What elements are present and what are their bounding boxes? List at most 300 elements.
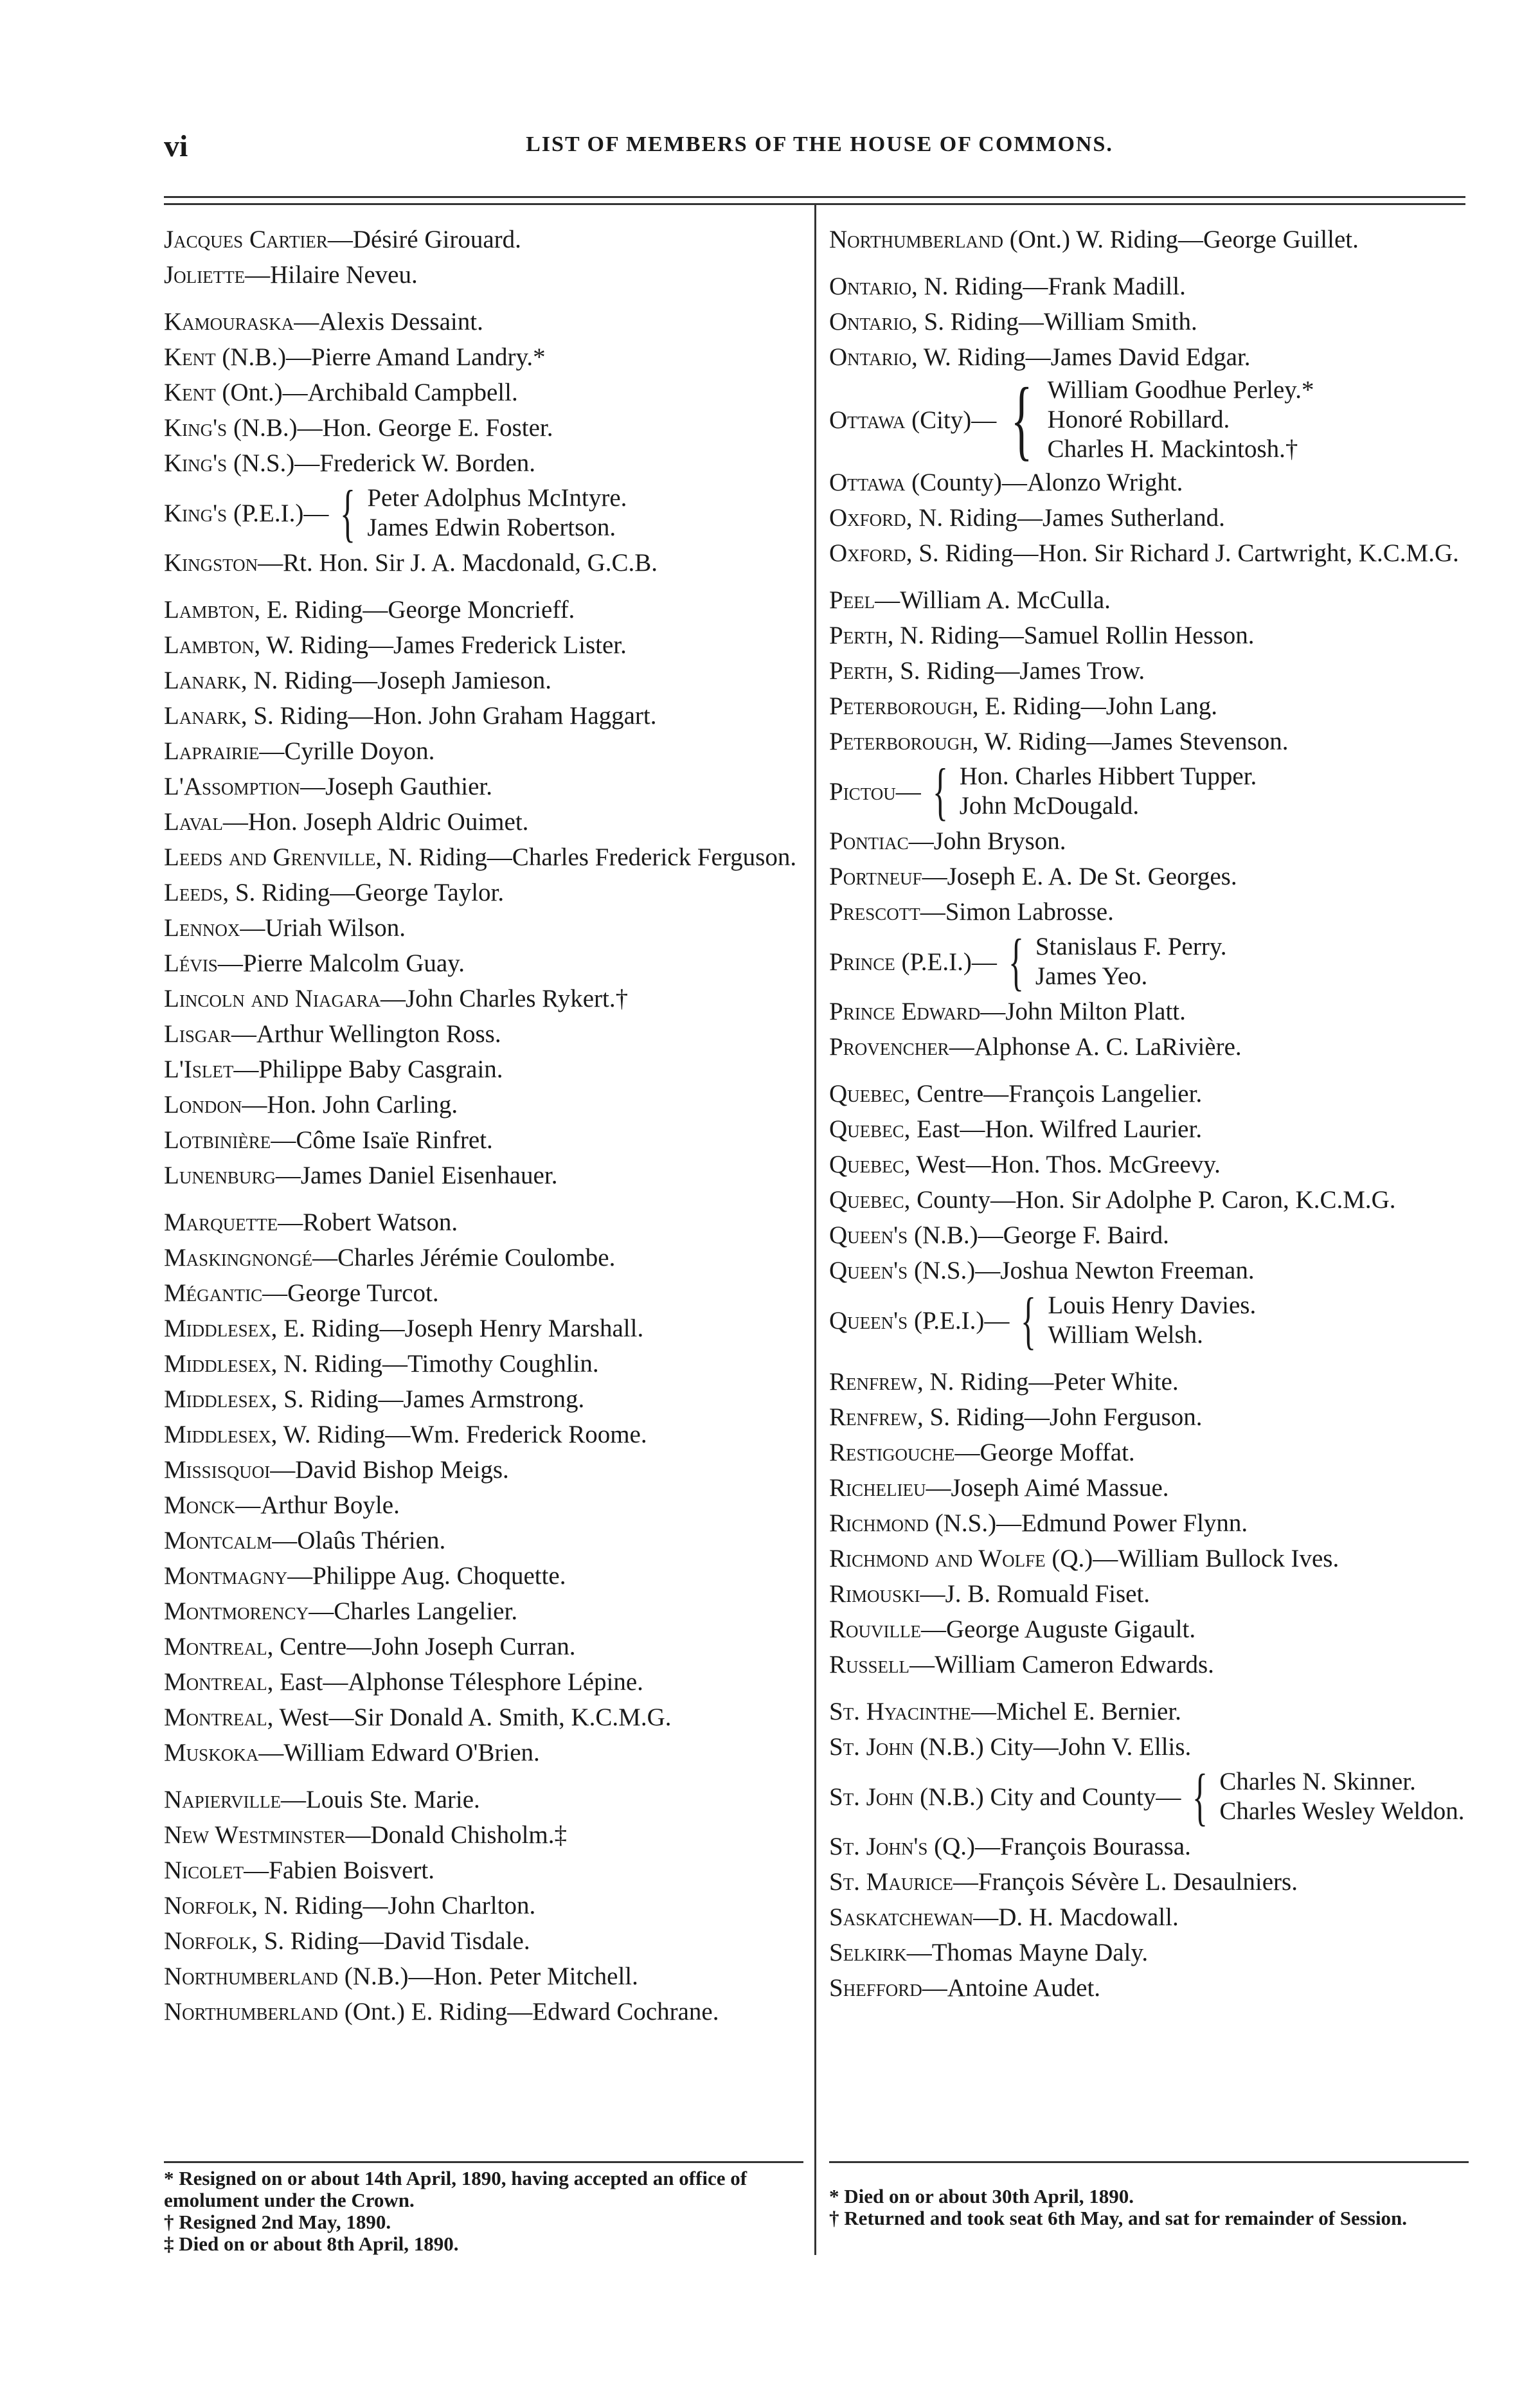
- member-name: Louis Henry Davies.: [1048, 1291, 1257, 1319]
- member-entry: [829, 859, 1465, 894]
- entry-text: —Alphonse A. C. LaRivière.: [949, 1033, 1242, 1061]
- entry-text: —Charles Jérémie Coulombe.: [312, 1244, 616, 1271]
- right-column: [829, 222, 1465, 2017]
- constituency-name: Norfolk: [164, 1927, 252, 1955]
- entry-text: (P.E.I.)—: [227, 499, 329, 527]
- footnote: * Resigned on or about 14th April, 1890, having accepted an office of emolument under the Crown.: [164, 2167, 748, 2211]
- entry-group: [164, 1205, 800, 1770]
- entry-text: , E. Riding—George Moncrieff.: [254, 596, 575, 624]
- constituency-name: Queen's: [829, 1306, 908, 1334]
- entry-text: , N. Riding—Samuel Rollin Hesson.: [887, 622, 1255, 649]
- header-rule: [164, 196, 1465, 198]
- entry-text: —Côme Isaïe Rinfret.: [271, 1126, 493, 1154]
- constituency-name: Peterborough: [829, 692, 972, 720]
- brace-icon: {: [1021, 1284, 1037, 1356]
- entry-text: —Pierre Malcolm Guay.: [217, 949, 465, 977]
- member-name: Charles N. Skinner.: [1219, 1768, 1416, 1795]
- member-entry: [829, 823, 1465, 859]
- constituency-name: Lanark: [164, 702, 241, 730]
- constituency-name: Laprairie: [164, 737, 260, 765]
- constituency-name: Lotbinière: [164, 1126, 271, 1154]
- constituency-name: Montreal: [164, 1703, 267, 1731]
- member-name: Hon. Charles Hibbert Tupper.: [959, 762, 1257, 790]
- member-entry: [164, 910, 800, 946]
- member-entry: [829, 304, 1465, 339]
- member-entry: [829, 688, 1465, 724]
- constituency-name: Shefford: [829, 1974, 922, 2002]
- entry-text: (P.E.I.)—: [908, 1306, 1010, 1334]
- member-entry: [829, 269, 1465, 304]
- constituency-name: Perth: [829, 622, 888, 649]
- constituency-name: Lambton: [164, 631, 255, 659]
- member-name: John McDougald.: [959, 792, 1140, 820]
- constituency-name: Nicolet: [164, 1856, 244, 1884]
- member-entry: [164, 1558, 800, 1594]
- constituency-name: St. John: [829, 1783, 914, 1811]
- member-entry: [829, 894, 1465, 930]
- constituency-name: Lévis: [164, 949, 218, 977]
- member-entry: [164, 1158, 800, 1193]
- constituency-name: Kamouraska: [164, 308, 294, 336]
- member-entry: [829, 1253, 1465, 1288]
- entry-text: (N.S.)—Frederick W. Borden.: [227, 449, 536, 477]
- member-name: Peter Adolphus McIntyre.: [367, 484, 627, 512]
- member-entry: [829, 1935, 1465, 1970]
- member-name: Honoré Robillard.: [1047, 406, 1230, 433]
- constituency-name: Perth: [829, 657, 888, 685]
- constituency-name: Mégantic: [164, 1279, 263, 1307]
- member-entry: [164, 804, 800, 840]
- constituency-name: Montreal: [164, 1668, 267, 1696]
- constituency-name: St. John: [829, 1733, 914, 1761]
- member-entry: [829, 1182, 1465, 1217]
- member-entry: [164, 1594, 800, 1629]
- member-entry: [164, 1452, 800, 1487]
- constituency-name: Queen's: [829, 1257, 908, 1284]
- member-entry: [164, 1523, 800, 1558]
- entry-text: (Q.)—François Bourassa.: [927, 1833, 1191, 1860]
- member-entry: [164, 545, 800, 580]
- entry-text: —Rt. Hon. Sir J. A. Macdonald, G.C.B.: [258, 549, 658, 577]
- entry-text: , W. Riding—James Frederick Lister.: [254, 631, 627, 659]
- member-name: James Edwin Robertson.: [367, 514, 616, 541]
- member-entry: [164, 477, 800, 548]
- member-entry: [829, 1541, 1465, 1576]
- entry-text: , W. Riding—Wm. Frederick Roome.: [271, 1421, 647, 1448]
- constituency-name: Middlesex: [164, 1385, 271, 1413]
- member-names: [1048, 1291, 1256, 1350]
- page-number: vi: [164, 129, 188, 163]
- entry-text: (Ont.) W. Riding—George Guillet.: [1003, 226, 1359, 253]
- member-entry: [164, 222, 800, 257]
- entry-text: —Désiré Girouard.: [327, 226, 521, 253]
- constituency-name: Richmond and Wolfe: [829, 1545, 1046, 1572]
- constituency-name: Joliette: [164, 261, 246, 289]
- entry-text: —Joseph Aimé Massue.: [926, 1474, 1169, 1502]
- member-entry: [829, 465, 1465, 500]
- entry-text: (P.E.I.)—: [895, 948, 997, 976]
- entry-text: —Olaûs Thérien.: [272, 1527, 446, 1554]
- entry-text: —J. B. Romuald Fiset.: [920, 1580, 1151, 1608]
- entry-text: —Antoine Audet.: [922, 1974, 1101, 2002]
- constituency-label: [164, 496, 328, 531]
- constituency-name: Montreal: [164, 1633, 267, 1660]
- constituency-name: Rimouski: [829, 1580, 920, 1608]
- constituency-name: Prince Edward: [829, 998, 981, 1025]
- entry-group: [829, 1364, 1465, 1682]
- entry-text: —Cyrille Doyon.: [259, 737, 435, 765]
- constituency-name: King's: [164, 499, 228, 527]
- member-entry: [164, 769, 800, 804]
- constituency-name: Maskingnongé: [164, 1244, 313, 1271]
- entry-text: , W. Riding—James David Edgar.: [911, 343, 1251, 371]
- member-entry: [164, 1240, 800, 1275]
- constituency-name: Montcalm: [164, 1527, 273, 1554]
- member-entry: [164, 1888, 800, 1923]
- running-title: LIST OF MEMBERS OF THE HOUSE OF COMMONS.: [526, 132, 1113, 156]
- constituency-name: Montmorency: [164, 1597, 309, 1625]
- member-entry: [164, 339, 800, 375]
- entry-text: , N. Riding—James Sutherland.: [906, 504, 1225, 532]
- entry-text: , S. Riding—William Smith.: [911, 308, 1197, 336]
- constituency-name: Lisgar: [164, 1020, 231, 1048]
- brace-icon: {: [340, 477, 356, 548]
- entry-text: —George Moffat.: [954, 1439, 1135, 1466]
- constituency-name: Ontario: [829, 343, 911, 371]
- member-entry: [164, 304, 800, 339]
- constituency-name: Restigouche: [829, 1439, 955, 1466]
- member-name: James Yeo.: [1035, 962, 1148, 990]
- constituency-name: Northumberland: [164, 1998, 339, 2026]
- member-entry: [829, 1111, 1465, 1147]
- constituency-name: Lincoln and Niagara: [164, 985, 381, 1012]
- entry-group: [164, 1782, 800, 2029]
- page-header: [164, 129, 1449, 167]
- entry-text: , W. Riding—James Stevenson.: [972, 728, 1289, 755]
- entry-group: [164, 592, 800, 1193]
- footnotes-left: [164, 2168, 807, 2255]
- constituency-name: Middlesex: [164, 1350, 271, 1378]
- member-entry: [164, 1346, 800, 1381]
- member-entry: [829, 1864, 1465, 1900]
- member-entry: [164, 257, 800, 292]
- member-entry: [164, 1275, 800, 1311]
- member-entry: [829, 1647, 1465, 1682]
- entry-text: (Ont.) E. Riding—Edward Cochrane.: [338, 1998, 719, 2026]
- entry-group: [829, 269, 1465, 571]
- constituency-label: [829, 774, 921, 809]
- member-entry: [829, 1217, 1465, 1253]
- member-entry: [164, 1959, 800, 1994]
- constituency-name: Middlesex: [164, 1315, 271, 1342]
- constituency-name: Montmagny: [164, 1562, 288, 1590]
- entry-text: —François Sévère L. Desaulniers.: [953, 1868, 1298, 1896]
- member-entry: [164, 840, 800, 875]
- entry-group: [164, 222, 800, 292]
- member-entry: [164, 1311, 800, 1346]
- brace-icon: {: [1011, 370, 1033, 469]
- member-entry: [829, 339, 1465, 375]
- member-entry: [164, 663, 800, 698]
- member-entry: [829, 994, 1465, 1029]
- entry-text: —Hon. John Carling.: [242, 1091, 458, 1119]
- entry-text: —Philippe Aug. Choquette.: [287, 1562, 566, 1590]
- footnote: † Returned and took seat 6th May, and sat for remainder of Session.: [829, 2207, 1408, 2229]
- entry-text: —John Milton Platt.: [980, 998, 1186, 1025]
- member-names: [367, 483, 627, 543]
- member-entry: [829, 1076, 1465, 1111]
- entry-text: (N.B.) City and County—: [913, 1783, 1181, 1811]
- member-name: Charles Wesley Weldon.: [1219, 1797, 1465, 1825]
- member-entry: [829, 653, 1465, 688]
- member-entry: [164, 875, 800, 910]
- entry-text: (N.B.)—Hon. George E. Foster.: [227, 414, 553, 442]
- entry-text: (N.B.)—Hon. Peter Mitchell.: [338, 1963, 638, 1990]
- entry-text: , Centre—John Joseph Curran.: [267, 1633, 576, 1660]
- entry-text: —William Edward O'Brien.: [258, 1739, 540, 1766]
- constituency-label: [829, 402, 996, 438]
- entry-text: —Arthur Boyle.: [235, 1491, 400, 1519]
- member-entry: [164, 1205, 800, 1240]
- constituency-name: L'Assomption: [164, 773, 301, 800]
- entry-text: , County—Hon. Sir Adolphe P. Caron, K.C.M.G.: [904, 1186, 1396, 1214]
- entry-text: —Joseph E. A. De St. Georges.: [922, 863, 1237, 890]
- constituency-name: King's: [164, 414, 228, 442]
- left-column: [164, 222, 800, 2041]
- entry-text: —Uriah Wilson.: [240, 914, 406, 942]
- constituency-name: Peel: [829, 586, 875, 614]
- constituency-name: Northumberland: [829, 226, 1004, 253]
- member-entry: [164, 1994, 800, 2029]
- member-entry: [829, 1284, 1465, 1356]
- entry-text: —Donald Chisholm.‡: [345, 1821, 568, 1849]
- entry-text: (County)—Alonzo Wright.: [905, 469, 1183, 496]
- member-name: Stanislaus F. Perry.: [1035, 933, 1227, 960]
- constituency-name: Kingston: [164, 549, 258, 577]
- member-entry: [164, 1923, 800, 1959]
- entry-text: (Ont.)—Archibald Campbell.: [215, 379, 518, 406]
- member-entry: [164, 1735, 800, 1770]
- member-entry: [164, 1052, 800, 1087]
- member-entry: [829, 1612, 1465, 1647]
- constituency-name: London: [164, 1091, 242, 1119]
- entry-text: , West—Sir Donald A. Smith, K.C.M.G.: [267, 1703, 672, 1731]
- constituency-name: Monck: [164, 1491, 236, 1519]
- constituency-name: Lanark: [164, 667, 241, 694]
- member-entry: [829, 1364, 1465, 1399]
- member-entry: [164, 1016, 800, 1052]
- entry-text: (N.B.)—Pierre Amand Landry.*: [215, 343, 546, 371]
- constituency-name: New Westminster: [164, 1821, 346, 1849]
- constituency-name: Prince: [829, 948, 895, 976]
- constituency-name: Lunenburg: [164, 1162, 276, 1189]
- constituency-name: Quebec: [829, 1080, 904, 1108]
- entry-text: (N.S.)—Edmund Power Flynn.: [929, 1509, 1248, 1537]
- constituency-name: Richmond: [829, 1509, 929, 1537]
- entry-group: [829, 222, 1465, 257]
- constituency-name: Middlesex: [164, 1421, 271, 1448]
- member-entry: [164, 627, 800, 663]
- constituency-name: Pictou: [829, 777, 896, 805]
- member-entry: [829, 1900, 1465, 1935]
- constituency-name: Quebec: [829, 1151, 904, 1178]
- entry-text: , S. Riding—James Trow.: [887, 657, 1145, 685]
- member-entry: [829, 370, 1465, 469]
- entry-text: , Centre—François Langelier.: [904, 1080, 1203, 1108]
- entry-text: , N. Riding—John Charlton.: [251, 1892, 536, 1919]
- member-entry: [829, 755, 1465, 827]
- member-name: William Goodhue Perley.*: [1047, 376, 1314, 404]
- member-entry: [164, 1629, 800, 1664]
- constituency-name: Napierville: [164, 1786, 281, 1813]
- entry-text: —D. H. Macdowall.: [973, 1903, 1179, 1931]
- entry-text: , S. Riding—George Taylor.: [222, 879, 505, 906]
- member-entry: [164, 1817, 800, 1853]
- member-entry: [829, 535, 1465, 571]
- footnote-rule: [164, 2161, 803, 2163]
- member-names: [1035, 932, 1227, 991]
- entry-text: , N. Riding—Joseph Jamieson.: [240, 667, 551, 694]
- constituency-name: Oxford: [829, 504, 906, 532]
- member-entry: [164, 410, 800, 445]
- footnote-rule: [829, 2161, 1469, 2163]
- brace-icon: {: [1008, 926, 1024, 997]
- brace-icon: {: [932, 755, 948, 827]
- entry-text: —John Bryson.: [908, 827, 1066, 855]
- footnotes-right: [829, 2186, 1465, 2229]
- entry-text: , East—Hon. Wilfred Laurier.: [904, 1115, 1203, 1143]
- constituency-name: Leeds: [164, 879, 223, 906]
- entry-text: , S. Riding—David Tisdale.: [251, 1927, 530, 1955]
- constituency-name: Saskatchewan: [829, 1903, 974, 1931]
- constituency-name: Quebec: [829, 1115, 904, 1143]
- constituency-name: Renfrew: [829, 1403, 918, 1431]
- constituency-name: Queen's: [829, 1221, 908, 1249]
- member-entry: [829, 500, 1465, 535]
- member-names: [1219, 1767, 1464, 1826]
- member-entry: [829, 1829, 1465, 1864]
- member-entry: [829, 1729, 1465, 1765]
- member-entry: [164, 1122, 800, 1158]
- constituency-name: Renfrew: [829, 1368, 918, 1396]
- entry-group: [829, 582, 1465, 1065]
- member-entry: [164, 946, 800, 981]
- member-entry: [829, 1505, 1465, 1541]
- constituency-name: Missisquoi: [164, 1456, 271, 1484]
- member-entry: [164, 733, 800, 769]
- constituency-name: Ottawa: [829, 469, 906, 496]
- entry-text: —Hilaire Neveu.: [245, 261, 418, 289]
- member-name: Charles H. Mackintosh.†: [1047, 435, 1298, 463]
- entry-text: —William Cameron Edwards.: [909, 1651, 1214, 1678]
- entry-text: , N. Riding—Charles Frederick Ferguson.: [375, 843, 797, 871]
- member-entry: [829, 1576, 1465, 1612]
- entry-text: —William A. McCulla.: [875, 586, 1111, 614]
- entry-group: [829, 1694, 1465, 2006]
- entry-text: —Fabien Boisvert.: [244, 1856, 434, 1884]
- constituency-name: Peterborough: [829, 728, 972, 755]
- constituency-name: Lambton: [164, 596, 255, 624]
- footnote: ‡ Died on or about 8th April, 1890.: [164, 2233, 459, 2255]
- column-divider: [814, 204, 816, 2255]
- constituency-name: Northumberland: [164, 1963, 339, 1990]
- entry-text: —John Charles Rykert.†: [380, 985, 629, 1012]
- member-entry: [164, 1664, 800, 1700]
- member-entry: [164, 1782, 800, 1817]
- entry-text: —Hon. Joseph Aldric Ouimet.: [222, 808, 529, 836]
- member-entry: [164, 1417, 800, 1452]
- member-name: William Welsh.: [1048, 1321, 1203, 1349]
- member-entry: [164, 375, 800, 410]
- footnote: † Resigned 2nd May, 1890.: [164, 2211, 391, 2233]
- member-entry: [829, 222, 1465, 257]
- entry-text: , West—Hon. Thos. McGreevy.: [904, 1151, 1221, 1178]
- brace-icon: {: [1192, 1761, 1208, 1832]
- member-names: [960, 762, 1257, 821]
- entry-text: (N.B.)—George F. Baird.: [908, 1221, 1169, 1249]
- constituency-name: Rouville: [829, 1615, 921, 1643]
- constituency-name: Muskoka: [164, 1739, 259, 1766]
- constituency-name: Selkirk: [829, 1939, 907, 1966]
- constituency-name: St. John's: [829, 1833, 928, 1860]
- constituency-name: Ottawa: [829, 406, 906, 434]
- entry-text: , N. Riding—Peter White.: [917, 1368, 1179, 1396]
- entry-text: (Q.)—William Bullock Ives.: [1045, 1545, 1339, 1572]
- constituency-name: St. Maurice: [829, 1868, 953, 1896]
- constituency-name: Lennox: [164, 914, 240, 942]
- entry-text: —Thomas Mayne Daly.: [906, 1939, 1149, 1966]
- constituency-name: Leeds and Grenville: [164, 843, 376, 871]
- member-entry: [829, 582, 1465, 618]
- member-entry: [164, 1853, 800, 1888]
- member-entry: [164, 445, 800, 481]
- constituency-name: Jacques Cartier: [164, 226, 328, 253]
- entry-text: —Joseph Gauthier.: [300, 773, 493, 800]
- entry-text: (City)—: [905, 406, 997, 434]
- constituency-name: Russell: [829, 1651, 910, 1678]
- entry-text: , N. Riding—Frank Madill.: [911, 273, 1186, 300]
- entry-text: —Robert Watson.: [278, 1208, 458, 1236]
- constituency-name: Quebec: [829, 1186, 904, 1214]
- member-entry: [164, 698, 800, 733]
- entry-text: —Arthur Wellington Ross.: [231, 1020, 501, 1048]
- constituency-label: [829, 944, 997, 980]
- entry-text: (N.B.) City—John V. Ellis.: [913, 1733, 1192, 1761]
- entry-text: —Louis Ste. Marie.: [280, 1786, 480, 1813]
- entry-text: —Charles Langelier.: [309, 1597, 518, 1625]
- member-entry: [829, 1694, 1465, 1729]
- member-entry: [829, 618, 1465, 653]
- member-entry: [164, 981, 800, 1016]
- entry-text: , S. Riding—Hon. John Graham Haggart.: [240, 702, 657, 730]
- entry-text: , S. Riding—Hon. Sir Richard J. Cartwright, K.C.M.G.: [906, 539, 1459, 567]
- footnote: * Died on or about 30th April, 1890.: [829, 2185, 1134, 2207]
- member-entry: [164, 1487, 800, 1523]
- entry-text: —George Turcot.: [262, 1279, 439, 1307]
- member-entry: [164, 592, 800, 627]
- constituency-name: L'Islet: [164, 1056, 234, 1083]
- entry-text: —George Auguste Gigault.: [920, 1615, 1196, 1643]
- entry-text: , East—Alphonse Télesphore Lépine.: [267, 1668, 643, 1696]
- entry-text: , N. Riding—Timothy Coughlin.: [271, 1350, 599, 1378]
- member-entry: [829, 1435, 1465, 1470]
- constituency-name: Laval: [164, 808, 223, 836]
- entry-text: (N.S.)—Joshua Newton Freeman.: [908, 1257, 1255, 1284]
- constituency-name: St. Hyacinthe: [829, 1698, 971, 1725]
- constituency-name: Portneuf: [829, 863, 922, 890]
- entry-text: —: [895, 777, 921, 805]
- entry-text: —David Bishop Meigs.: [270, 1456, 509, 1484]
